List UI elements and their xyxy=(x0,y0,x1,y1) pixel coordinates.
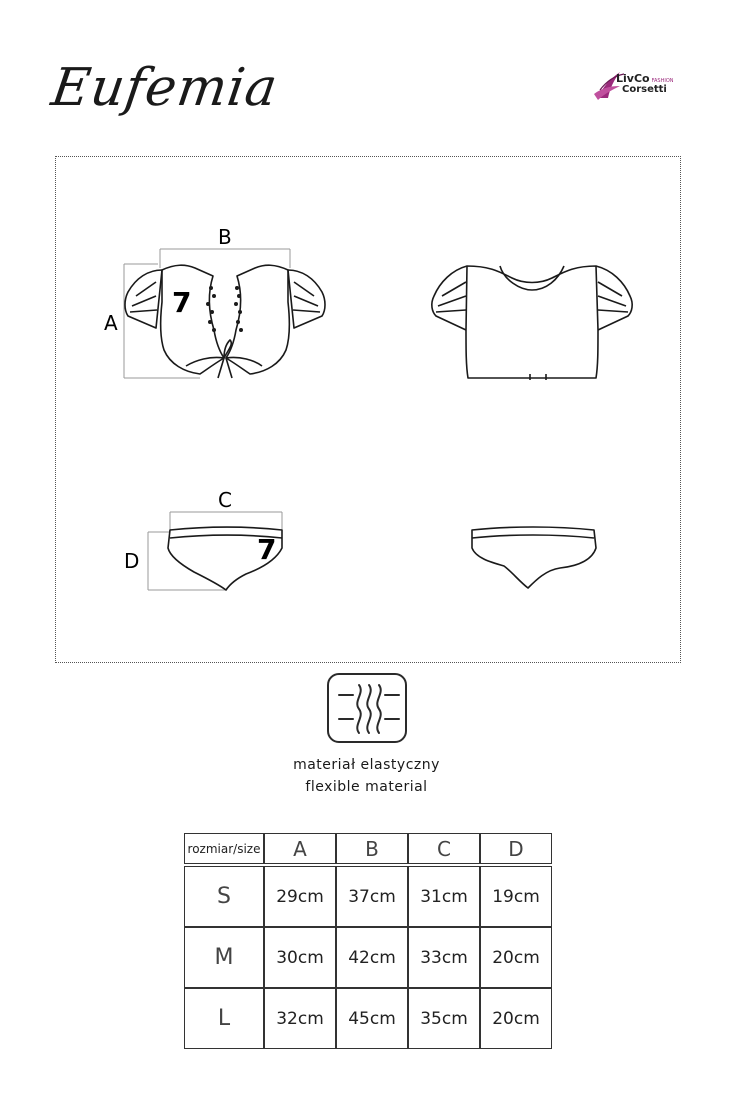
table-cell: 32cm xyxy=(264,988,336,1049)
table-cell: 45cm xyxy=(336,988,408,1049)
top-size-tag: 7 xyxy=(172,286,192,319)
table-cell: 37cm xyxy=(336,866,408,927)
size-corner-label: rozmiar/size xyxy=(184,833,264,864)
table-cell: 31cm xyxy=(408,866,480,927)
column-header-c: C xyxy=(408,833,480,864)
dimension-d-lines xyxy=(148,532,226,590)
column-header-d: D xyxy=(480,833,552,864)
size-label: M xyxy=(184,927,264,988)
size-label: L xyxy=(184,988,264,1049)
stretch-fabric-icon xyxy=(327,673,407,743)
table-cell: 29cm xyxy=(264,866,336,927)
dimension-label-b: B xyxy=(218,225,232,249)
dimension-label-c: C xyxy=(218,488,232,512)
table-row xyxy=(184,927,552,988)
dimension-label-a: A xyxy=(104,311,118,335)
briefs-front-view xyxy=(472,527,596,588)
table-cell: 19cm xyxy=(480,866,552,927)
material-caption-pl: materiał elastyczny xyxy=(293,757,440,773)
table-cell: 20cm xyxy=(480,988,552,1049)
table-cell: 30cm xyxy=(264,927,336,988)
material-caption-en: flexible material xyxy=(305,779,428,795)
brand-fashion: FASHION xyxy=(651,78,674,84)
size-table-header xyxy=(184,833,552,864)
brand-name-line2: Corsetti xyxy=(622,84,667,95)
table-cell: 42cm xyxy=(336,927,408,988)
table-row xyxy=(184,988,552,1049)
column-header-b: B xyxy=(336,833,408,864)
brand-livco: LivCo xyxy=(616,72,650,85)
size-table xyxy=(184,866,552,1049)
top-back-view xyxy=(125,265,325,378)
briefs-size-tag: 7 xyxy=(257,533,277,566)
dimension-label-d: D xyxy=(124,549,140,573)
top-front-view xyxy=(432,266,632,380)
table-row xyxy=(184,866,552,927)
table-cell: 20cm xyxy=(480,927,552,988)
product-title: Eufemia xyxy=(47,58,282,118)
size-label: S xyxy=(184,866,264,927)
table-cell: 35cm xyxy=(408,988,480,1049)
table-cell: 33cm xyxy=(408,927,480,988)
column-header-a: A xyxy=(264,833,336,864)
